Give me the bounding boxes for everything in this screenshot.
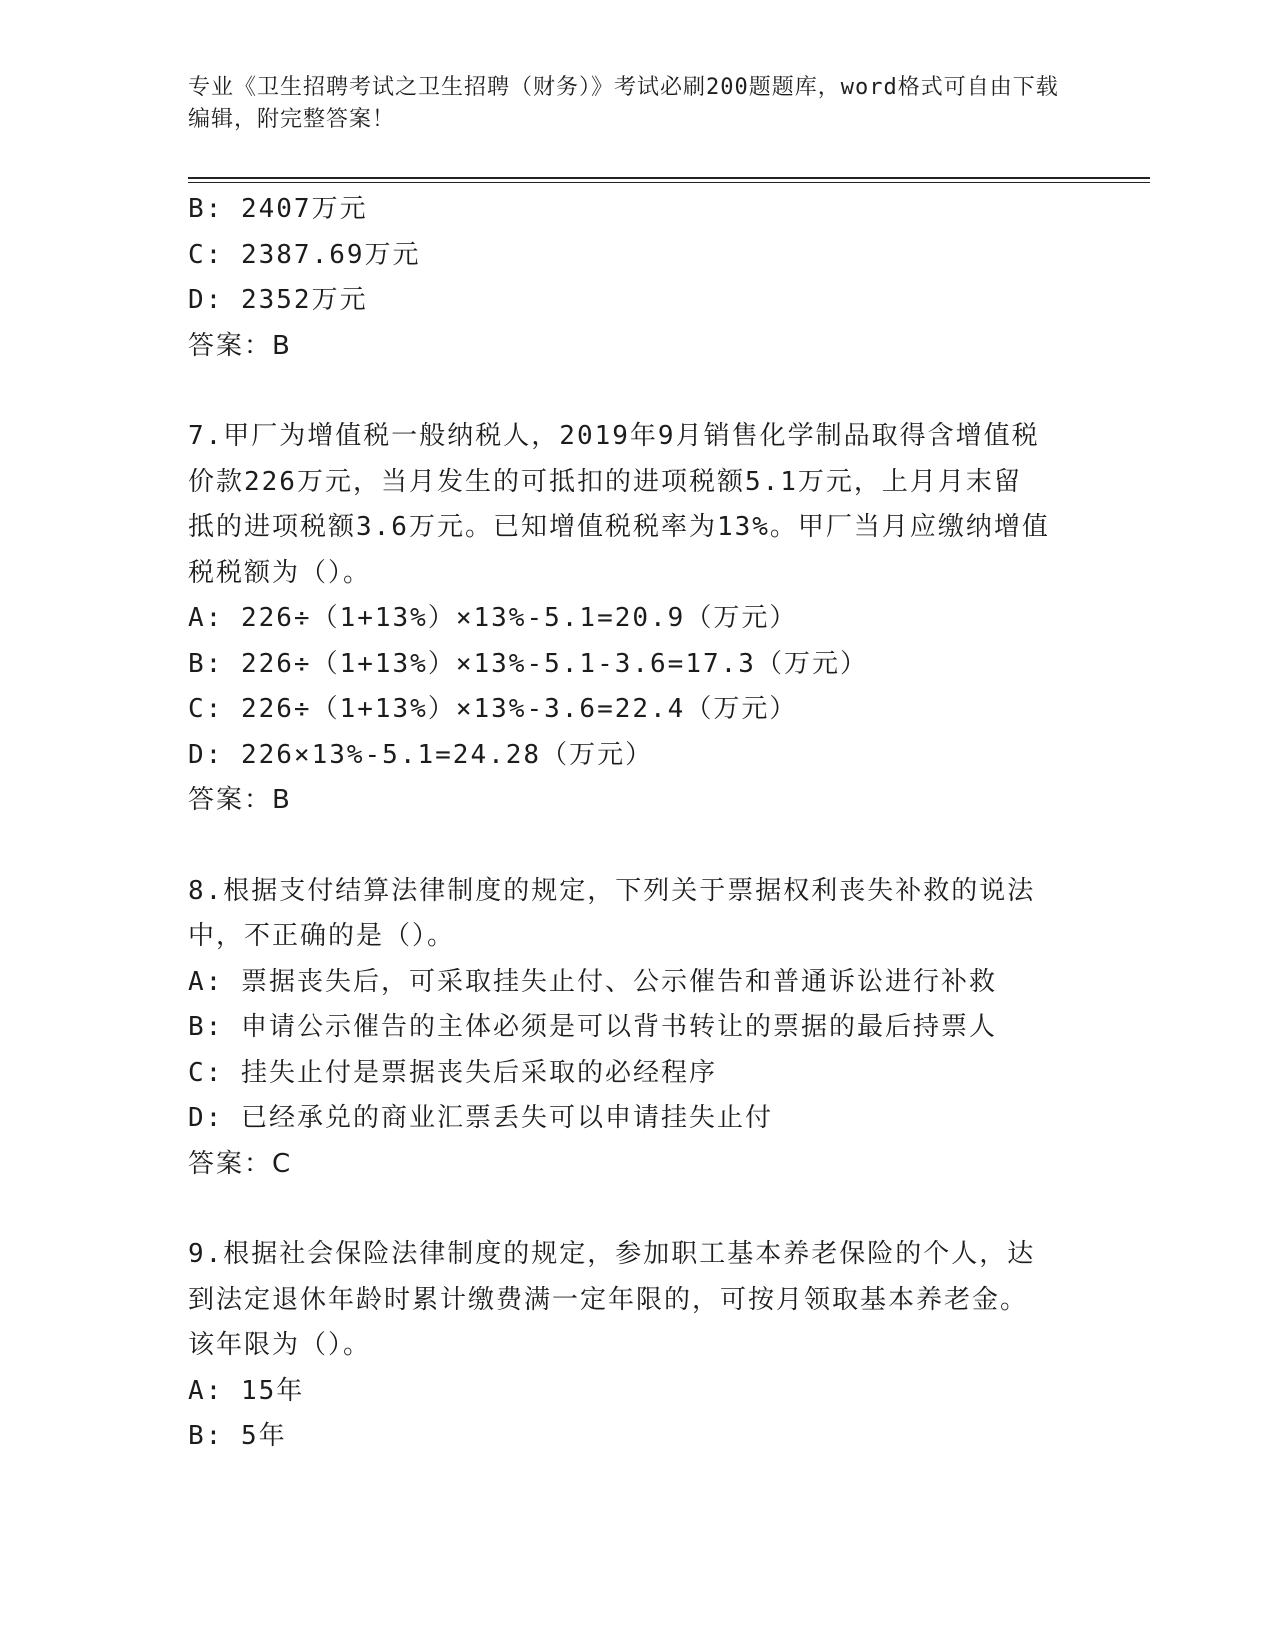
question-9-line-3: 该年限为（）。 xyxy=(188,1330,372,1360)
header-rule-thick xyxy=(188,177,1150,179)
question-8-line-1: 8.根据支付结算法律制度的规定，下列关于票据权利丧失补救的说法 xyxy=(188,875,1036,906)
question-7-line-2: 价款226万元，当月发生的可抵扣的进项税额5.1万元，上月月末留 xyxy=(188,466,1022,497)
question-7-option-a: A: 226÷（1+13%）×13%-5.1=20.9（万元） xyxy=(188,603,798,633)
question-8-option-b: B: 申请公示催告的主体必须是可以背书转让的票据的最后持票人 xyxy=(188,1012,997,1042)
spacer xyxy=(188,824,1088,869)
option-d: D: 2352万元 xyxy=(188,285,368,315)
question-7-line-3: 抵的进项税额3.6万元。已知增值税税率为13%。甲厂当月应缴纳增值 xyxy=(188,512,1050,542)
question-8-option-c: C: 挂失止付是票据丧失后采取的必经程序 xyxy=(188,1057,717,1088)
question-7-option-b: B: 226÷（1+13%）×13%-5.1-3.6=17.3（万元） xyxy=(188,648,868,679)
question-content xyxy=(188,187,1088,1460)
question-7-option-d: D: 226×13%-5.1=24.28（万元） xyxy=(188,739,654,770)
question-7-line-4: 税税额为（）。 xyxy=(188,557,372,588)
header-title: 专业《卫生招聘考试之卫生招聘（财务）》考试必刷200题题库，word格式可自由下载编辑，附完整答案！ xyxy=(188,75,1059,132)
question-8-answer: 答案：C xyxy=(188,1148,293,1179)
question-7-answer: 答案：B xyxy=(188,785,292,815)
question-9-line-1: 9.根据社会保险法律制度的规定，参加职工基本养老保险的个人，达 xyxy=(188,1239,1036,1269)
question-9-option-a: A: 15年 xyxy=(188,1375,305,1406)
page-header xyxy=(188,72,1068,136)
question-9-line-2: 到法定退休年龄时累计缴费满一定年限的，可按月领取基本养老金。 xyxy=(188,1284,1029,1315)
spacer xyxy=(188,1187,1088,1232)
question-8-option-d: D: 已经承兑的商业汇票丢失可以申请挂失止付 xyxy=(188,1103,773,1133)
question-8-option-a: A: 票据丧失后，可采取挂失止付、公示催告和普通诉讼进行补救 xyxy=(188,966,997,997)
header-rule-thin xyxy=(188,182,1150,183)
option-c: C: 2387.69万元 xyxy=(188,239,421,270)
question-7-line-1: 7.甲厂为增值税一般纳税人，2019年9月销售化学制品取得含增值税 xyxy=(188,421,1040,451)
question-9-option-b: B: 5年 xyxy=(188,1421,287,1451)
answer-label: 答案：B xyxy=(188,330,292,361)
spacer xyxy=(188,369,1088,414)
question-8-line-2: 中，不正确的是（）。 xyxy=(188,921,456,951)
option-b: B: 2407万元 xyxy=(188,194,368,224)
question-7-option-c: C: 226÷（1+13%）×13%-3.6=22.4（万元） xyxy=(188,694,798,724)
